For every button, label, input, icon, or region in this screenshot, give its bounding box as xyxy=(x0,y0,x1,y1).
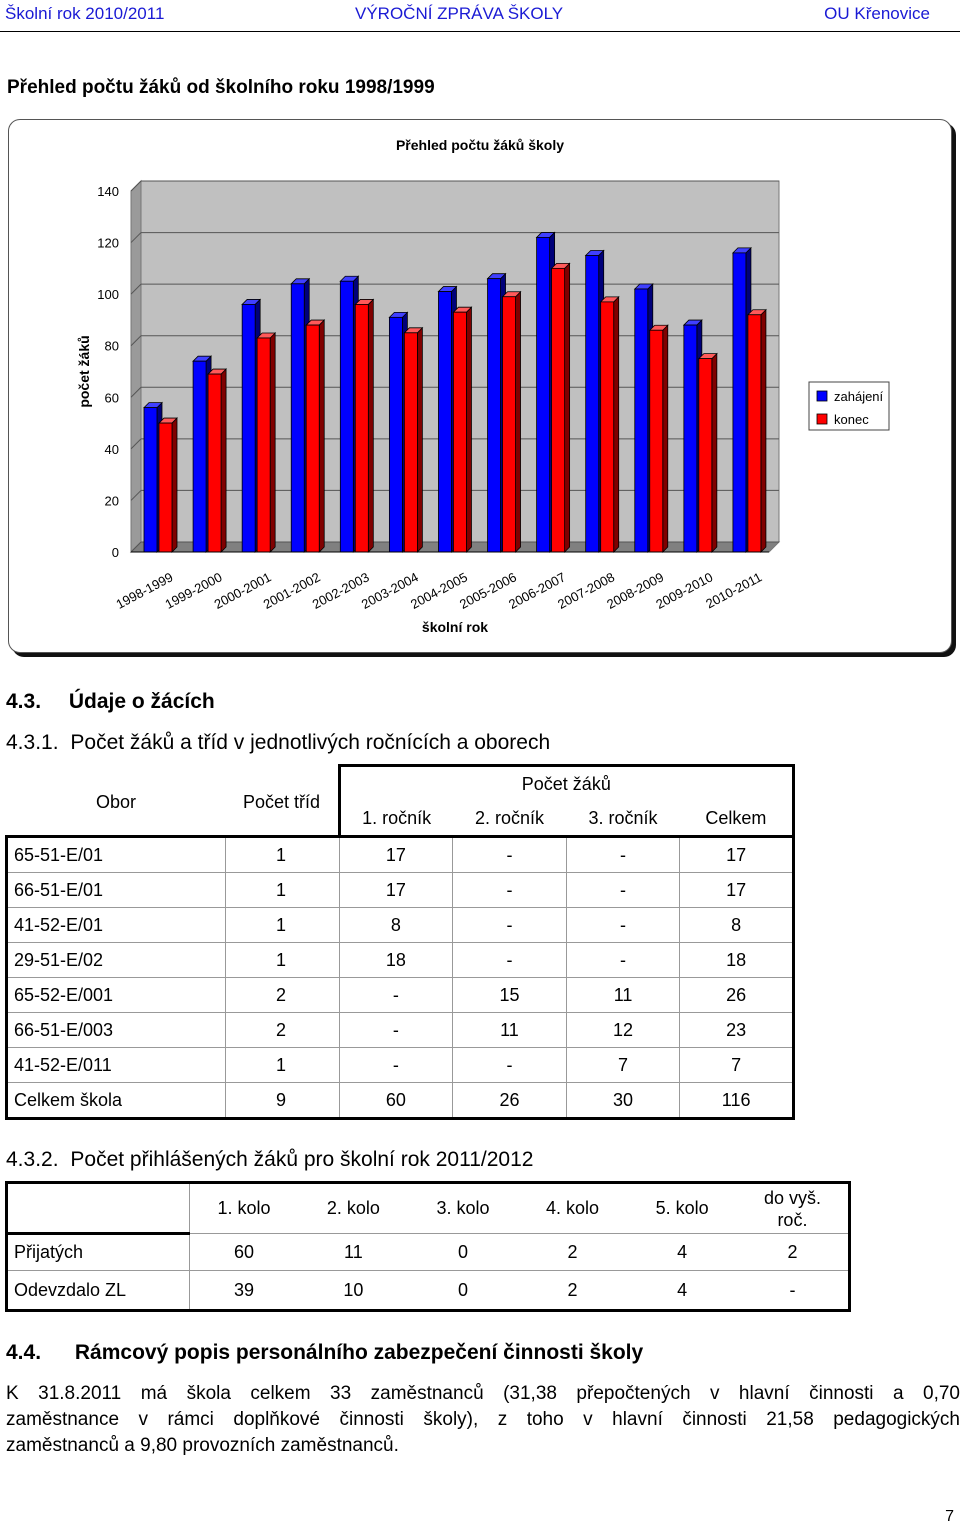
table-row xyxy=(7,837,794,873)
table-row xyxy=(7,943,794,978)
header-kolo-5: 5. kolo xyxy=(627,1183,737,1234)
header-rocnik-1: 1. ročník xyxy=(339,801,453,837)
y-tick-label: 120 xyxy=(97,235,119,251)
page-header xyxy=(0,0,960,32)
section-number: 4.4. xyxy=(6,1341,42,1364)
value-cell: 26 xyxy=(453,1083,567,1119)
field-code-cell: 41-52-E/011 xyxy=(7,1048,226,1083)
y-tick-label: 40 xyxy=(104,441,119,457)
x-tick-label: 2003-2004 xyxy=(358,569,421,612)
value-cell: 60 xyxy=(339,1083,453,1119)
section-4-3-2-heading xyxy=(6,1148,533,1172)
students-by-field-table xyxy=(5,764,795,1120)
value-cell: - xyxy=(339,1013,453,1048)
value-cell: 60 xyxy=(189,1234,299,1271)
legend-label: konec xyxy=(834,412,869,427)
x-axis-label: školní rok xyxy=(421,619,489,635)
x-tick-label: 2000-2001 xyxy=(211,569,274,612)
value-cell: 8 xyxy=(339,908,453,943)
y-axis-label: počet žáků xyxy=(76,335,92,408)
value-cell: 17 xyxy=(680,837,794,873)
value-cell: 9 xyxy=(225,1083,339,1119)
section-number: 4.3. xyxy=(6,690,42,713)
header-rocnik-2: 2. ročník xyxy=(453,801,567,837)
x-tick-label: 1999-2000 xyxy=(162,569,225,612)
section-number: 4.3.2. xyxy=(6,1148,59,1171)
value-cell: 4 xyxy=(627,1234,737,1271)
x-tick-label: 2001-2002 xyxy=(260,569,323,612)
value-cell: - xyxy=(566,873,680,908)
value-cell: 2 xyxy=(518,1271,628,1311)
x-tick-label: 2009-2010 xyxy=(653,569,716,612)
value-cell: 11 xyxy=(566,978,680,1013)
header-obor: Obor xyxy=(7,766,226,837)
value-cell: 1 xyxy=(225,1048,339,1083)
bar-konec xyxy=(159,418,177,552)
value-cell: 17 xyxy=(339,873,453,908)
x-tick-label: 2002-2003 xyxy=(309,569,372,612)
header-do-vys-roc: do vyš. roč. xyxy=(737,1183,850,1234)
header-kolo-3: 3. kolo xyxy=(408,1183,518,1234)
value-cell: 7 xyxy=(566,1048,680,1083)
header-school-name: OU Křenovice xyxy=(824,4,930,23)
page-title: Přehled počtu žáků od školního roku 1998/1999 xyxy=(7,77,435,98)
header-kolo-1: 1. kolo xyxy=(189,1183,299,1234)
value-cell: 39 xyxy=(189,1271,299,1311)
section-title: Počet přihlášených žáků pro školní rok 2011/2012 xyxy=(70,1148,534,1171)
y-tick-label: 0 xyxy=(111,545,119,560)
x-tick-label: 2008-2009 xyxy=(604,569,667,612)
value-cell: 11 xyxy=(453,1013,567,1048)
value-cell: 23 xyxy=(680,1013,794,1048)
table-row xyxy=(7,978,794,1013)
bar-konec xyxy=(748,310,766,552)
header-school-year: Školní rok 2010/2011 xyxy=(5,4,165,23)
value-cell: 2 xyxy=(225,1013,339,1048)
staffing-paragraph: K 31.8.2011 má škola celkem 33 zaměstnanců (31,38 přepočtených v hlavní činnosti a 0,70 zaměstnance v rámci doplňkové činnosti školy), z toho v hlavní činnosti 21,58 pedagogických zaměstnanců a 9,80 provozních zaměstnanců. xyxy=(6,1383,960,1456)
value-cell: 10 xyxy=(299,1271,409,1311)
value-cell: 26 xyxy=(680,978,794,1013)
page-number: 7 xyxy=(945,1508,954,1525)
table-row xyxy=(7,1083,794,1119)
header-rocnik-3: 3. ročník xyxy=(566,801,680,837)
plot-side-wall xyxy=(131,181,141,552)
field-code-cell: 66-51-E/01 xyxy=(7,873,226,908)
value-cell: - xyxy=(453,837,567,873)
value-cell: 15 xyxy=(453,978,567,1013)
table-row xyxy=(7,1234,850,1271)
bar-konec xyxy=(404,328,422,552)
legend-label: zahájení xyxy=(834,389,884,404)
value-cell: - xyxy=(737,1271,850,1311)
x-tick-label: 2006-2007 xyxy=(506,569,569,612)
x-tick-label: 1998-1999 xyxy=(113,569,176,612)
y-tick-label: 20 xyxy=(104,493,119,509)
header-kolo-4: 4. kolo xyxy=(518,1183,628,1234)
x-tick-label: 2010-2011 xyxy=(703,569,765,612)
bar-konec xyxy=(601,297,619,552)
field-code-cell: 66-51-E/003 xyxy=(7,1013,226,1048)
section-title: Počet žáků a tříd v jednotlivých ročnících a oborech xyxy=(70,731,551,754)
y-tick-label: 60 xyxy=(104,390,119,406)
value-cell: - xyxy=(453,943,567,978)
value-cell: 2 xyxy=(225,978,339,1013)
value-cell: - xyxy=(453,1048,567,1083)
bar-konec xyxy=(503,292,521,552)
value-cell: 11 xyxy=(299,1234,409,1271)
header-blank xyxy=(7,1183,190,1234)
value-cell: - xyxy=(453,908,567,943)
bar-konec xyxy=(650,325,668,552)
header-celkem: Celkem xyxy=(680,801,794,837)
bar-konec xyxy=(257,333,275,552)
applicants-table xyxy=(5,1181,851,1312)
x-tick-label: 2007-2008 xyxy=(555,569,618,612)
section-title: Údaje o žácích xyxy=(68,690,215,713)
table-row xyxy=(7,908,794,943)
x-tick-label: 2004-2005 xyxy=(407,569,470,612)
value-cell: 1 xyxy=(225,873,339,908)
section-4-4-heading xyxy=(6,1341,643,1365)
header-rule xyxy=(0,31,960,32)
value-cell: 0 xyxy=(408,1234,518,1271)
table-row xyxy=(7,1013,794,1048)
header-kolo-2: 2. kolo xyxy=(299,1183,409,1234)
value-cell: - xyxy=(566,908,680,943)
value-cell: - xyxy=(566,943,680,978)
value-cell: - xyxy=(339,978,453,1013)
chart-frame xyxy=(8,119,952,653)
value-cell: - xyxy=(339,1048,453,1083)
row-label-cell: Odevzdalo ZL xyxy=(7,1271,190,1311)
value-cell: 17 xyxy=(680,873,794,908)
section-number: 4.3.1. xyxy=(6,731,59,754)
chart-title: Přehled počtu žáků školy xyxy=(395,137,565,153)
value-cell: 1 xyxy=(225,908,339,943)
bar-konec xyxy=(453,307,471,552)
y-tick-label: 140 xyxy=(97,184,119,199)
value-cell: 18 xyxy=(339,943,453,978)
field-code-cell: Celkem škola xyxy=(7,1083,226,1119)
bar-chart xyxy=(9,120,951,652)
table-row xyxy=(7,1271,850,1311)
value-cell: - xyxy=(566,837,680,873)
value-cell: 8 xyxy=(680,908,794,943)
value-cell: 116 xyxy=(680,1083,794,1119)
y-tick-label: 80 xyxy=(104,338,119,354)
value-cell: 1 xyxy=(225,943,339,978)
x-tick-label: 2005-2006 xyxy=(457,569,519,612)
field-code-cell: 29-51-E/02 xyxy=(7,943,226,978)
value-cell: 7 xyxy=(680,1048,794,1083)
section-4-3-heading xyxy=(6,690,215,714)
value-cell: 18 xyxy=(680,943,794,978)
value-cell: 1 xyxy=(225,837,339,873)
value-cell: 17 xyxy=(339,837,453,873)
bar-konec xyxy=(306,320,324,552)
y-tick-label: 100 xyxy=(97,287,119,303)
value-cell: 0 xyxy=(408,1271,518,1311)
legend-swatch xyxy=(817,391,827,401)
value-cell: 4 xyxy=(627,1271,737,1311)
value-cell: 2 xyxy=(737,1234,850,1271)
field-code-cell: 65-52-E/001 xyxy=(7,978,226,1013)
value-cell: 2 xyxy=(518,1234,628,1271)
bar-konec xyxy=(208,369,226,552)
bar-konec xyxy=(552,263,570,552)
section-title: Rámcový popis personálního zabezpečení činnosti školy xyxy=(74,1341,644,1364)
value-cell: - xyxy=(453,873,567,908)
table-row xyxy=(7,1048,794,1083)
table-row xyxy=(7,873,794,908)
field-code-cell: 41-52-E/01 xyxy=(7,908,226,943)
legend-swatch xyxy=(817,414,827,424)
field-code-cell: 65-51-E/01 xyxy=(7,837,226,873)
bar-konec xyxy=(355,299,373,552)
value-cell: 30 xyxy=(566,1083,680,1119)
header-pocet-trid: Počet tříd xyxy=(225,766,339,837)
header-report-title: VÝROČNÍ ZPRÁVA ŠKOLY xyxy=(355,4,564,23)
section-4-3-1-heading xyxy=(6,731,550,755)
row-label-cell: Přijatých xyxy=(7,1234,190,1271)
value-cell: 12 xyxy=(566,1013,680,1048)
header-pocet-zaku: Počet žáků xyxy=(339,766,793,802)
bar-konec xyxy=(699,354,717,552)
